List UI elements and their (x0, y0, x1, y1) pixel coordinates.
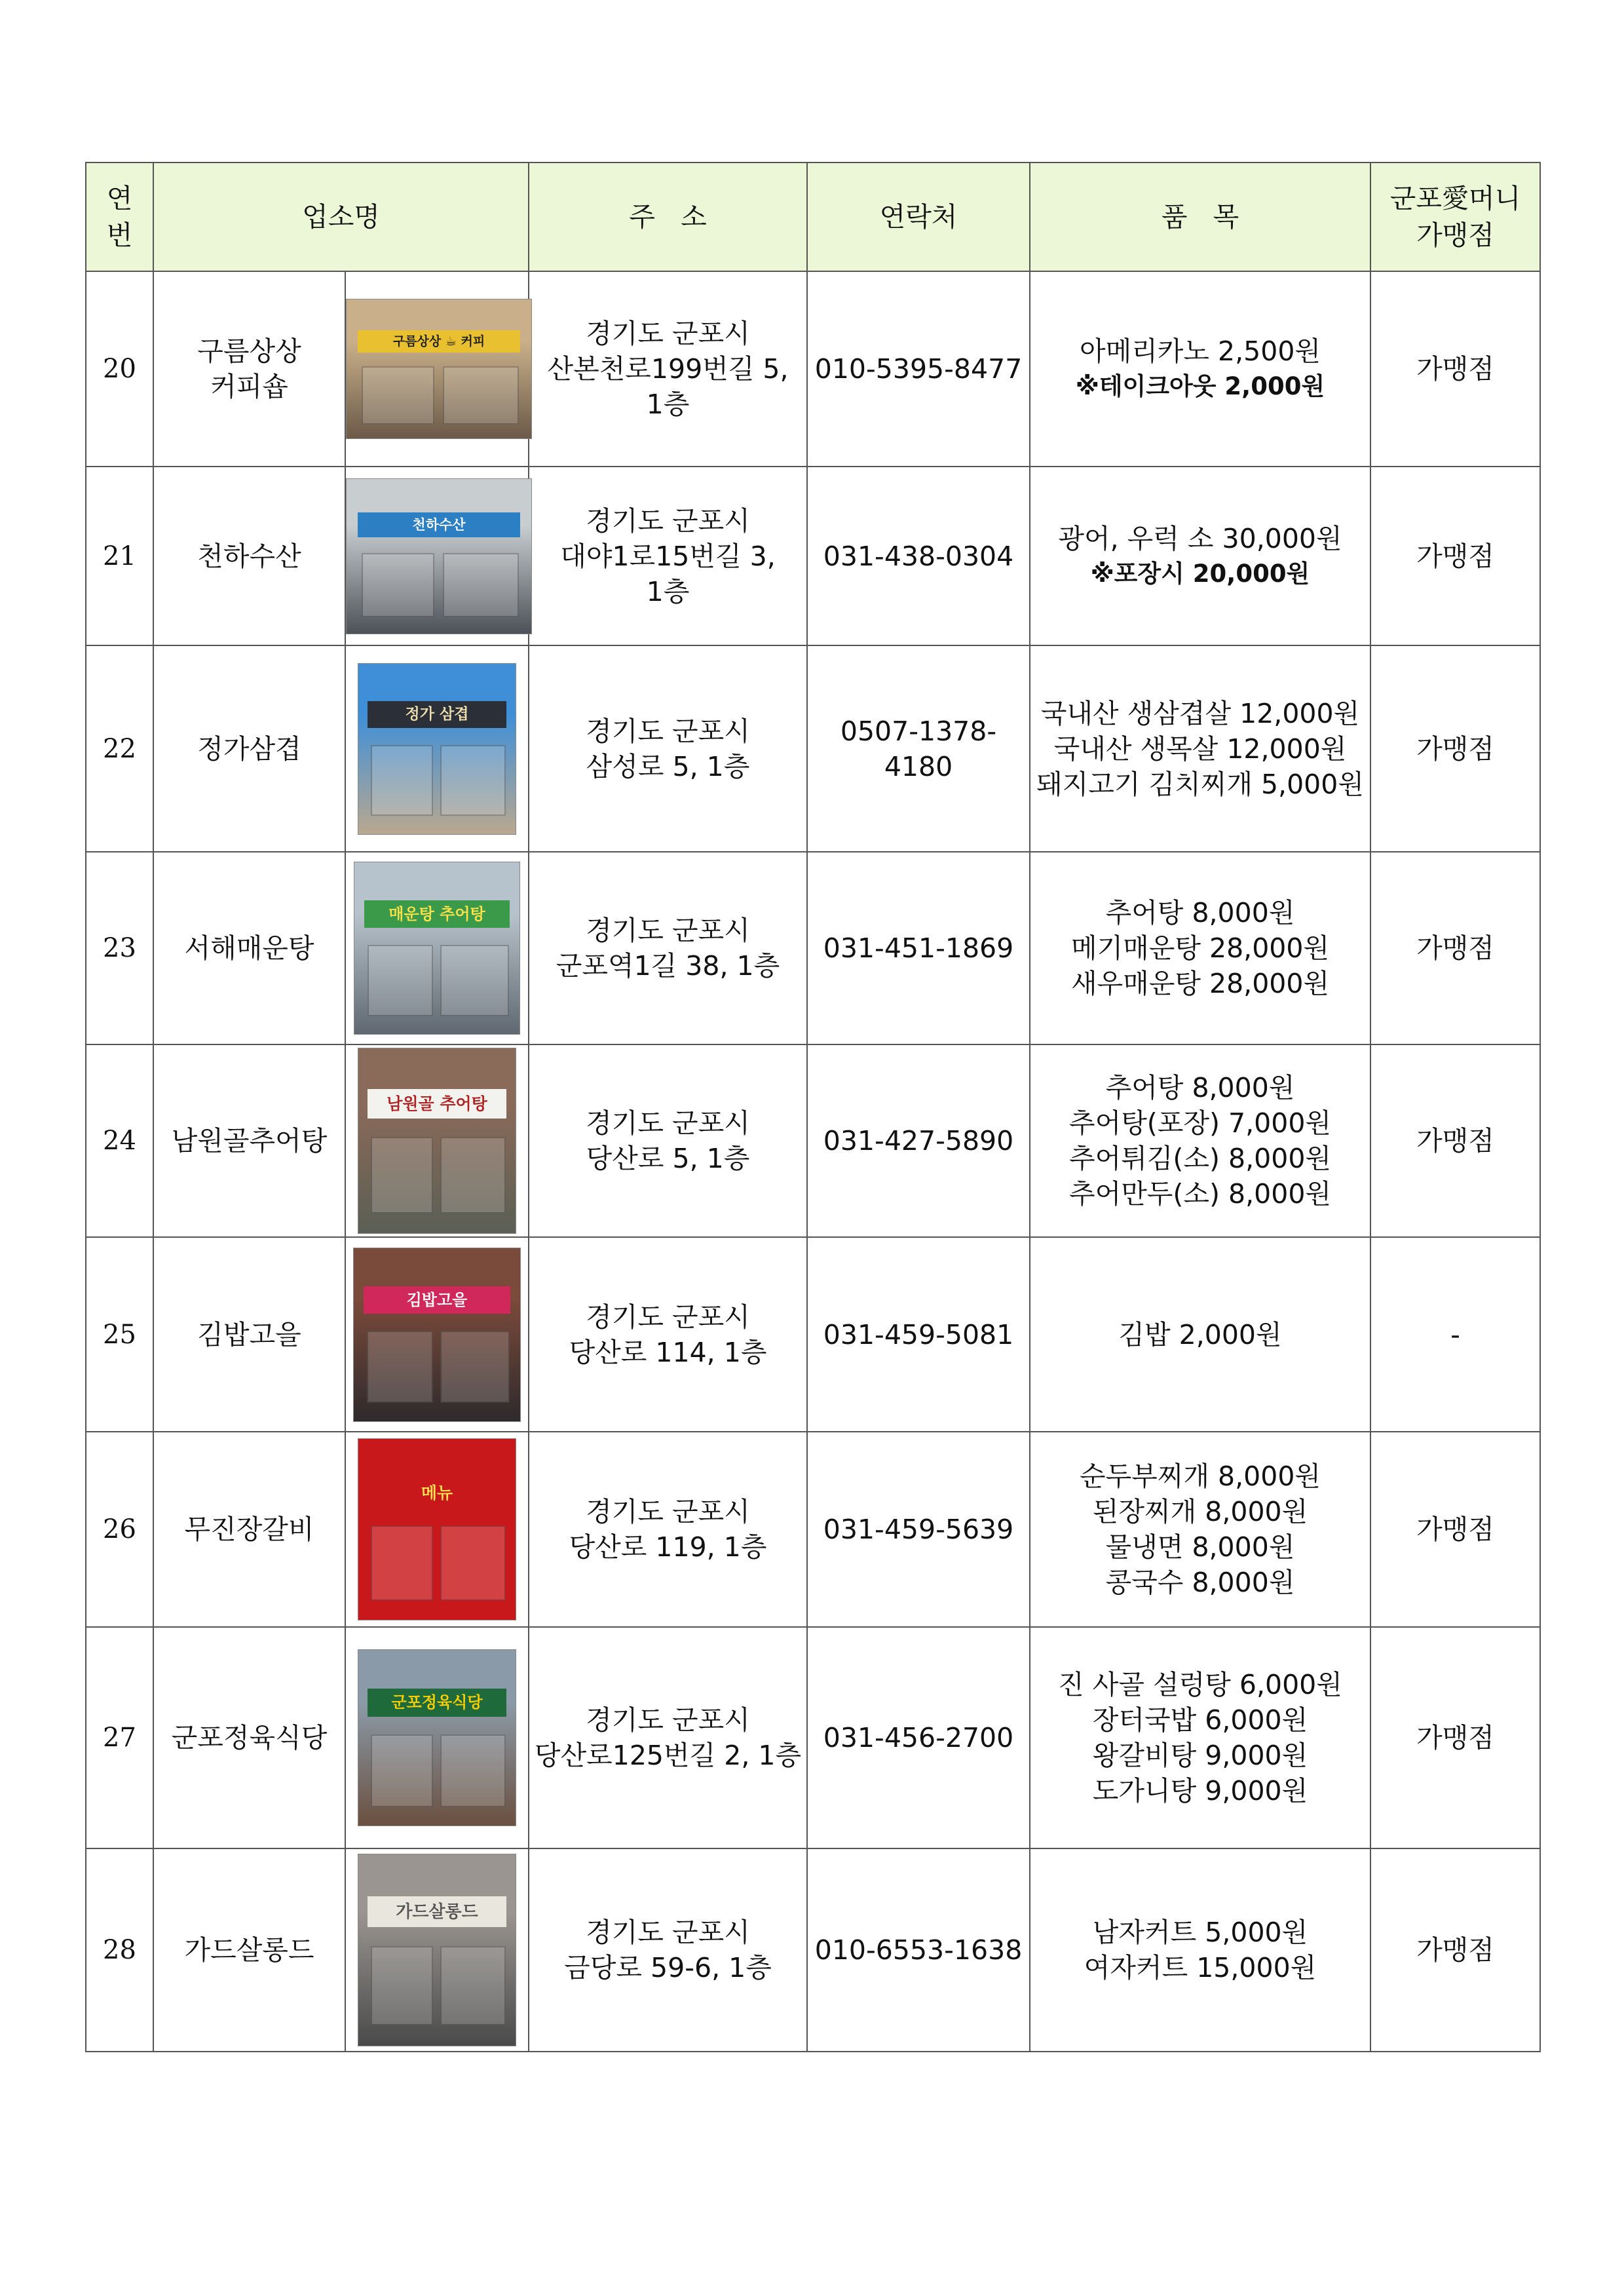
header-address: 주 소 (529, 163, 807, 271)
text-line: 경기도 군포시 (586, 1496, 750, 1527)
text-line: 경기도 군포시 (586, 715, 750, 747)
text-line: 커피숍 (210, 371, 288, 402)
row-number-text: 24 (103, 1126, 136, 1156)
shop-photo-cell (345, 852, 529, 1044)
shop-member (1370, 1237, 1540, 1432)
storefront-window (440, 1734, 506, 1807)
member-status: 가맹점 (1416, 1722, 1494, 1753)
member-status: - (1450, 1318, 1460, 1350)
storefront-window (367, 1331, 433, 1403)
storefront-window (362, 553, 434, 617)
storefront-window (371, 1525, 433, 1600)
shop-sign: 천하수산 (358, 512, 520, 537)
shop-photo-cell (345, 1044, 529, 1237)
row-number-text: 22 (103, 733, 136, 764)
shop-items (1030, 645, 1370, 852)
text-line: 경기도 군포시 (586, 1917, 750, 1948)
text-line: 남원골추어탕 (171, 1125, 328, 1157)
text-line: 장터국밥 6,000원 (1092, 1704, 1308, 1736)
shop-member (1370, 645, 1540, 852)
text-line: 추어튀김(소) 8,000원 (1068, 1143, 1332, 1174)
table-row (86, 1627, 1540, 1848)
text-line: 군포정육식당 (171, 1722, 328, 1753)
shop-phone (807, 271, 1030, 467)
table-row (86, 1848, 1540, 2052)
text-line: 여자커트 15,000원 (1084, 1952, 1317, 1983)
header-no: 연 번 (86, 163, 153, 271)
phone-text: 031-451-1869 (823, 932, 1014, 964)
table-row (86, 645, 1540, 852)
storefront-window (440, 1525, 506, 1600)
shop-sign: 가드살롱드 (368, 1896, 506, 1927)
shop-photo-cell (345, 1848, 529, 2052)
shop-name (153, 467, 345, 645)
text-line: 가드살롱드 (184, 1934, 314, 1966)
phone-text: 010-6553-1638 (814, 1934, 1023, 1966)
shop-name (153, 1432, 345, 1627)
shop-phone (807, 1848, 1030, 2052)
member-status: 가맹점 (1416, 1514, 1494, 1545)
text-line: 메기매운탕 28,000원 (1070, 932, 1330, 964)
text-line: 삼성로 5, 1층 (586, 750, 750, 782)
shop-address (529, 1044, 807, 1237)
shop-phone (807, 467, 1030, 645)
shop-member (1370, 271, 1540, 467)
row-number (86, 1237, 153, 1432)
shop-photo (358, 663, 516, 835)
shop-address (529, 1432, 807, 1627)
shop-photo (358, 1649, 516, 1826)
shop-phone (807, 1432, 1030, 1627)
shop-member (1370, 1044, 1540, 1237)
row-number (86, 852, 153, 1044)
shop-phone (807, 645, 1030, 852)
text-line: 당산로 114, 1층 (569, 1336, 767, 1368)
shop-name (153, 1627, 345, 1848)
member-status: 가맹점 (1416, 353, 1494, 385)
text-line: 도가니탕 9,000원 (1092, 1775, 1308, 1807)
storefront-window (371, 745, 433, 816)
text-line: 구름상상 (197, 335, 301, 367)
storefront-window (371, 1734, 433, 1807)
shop-address (529, 1237, 807, 1432)
row-number-text: 26 (103, 1514, 136, 1544)
text-line: 물냉면 8,000원 (1105, 1531, 1295, 1563)
text-line: 경기도 군포시 (586, 1704, 750, 1736)
table-row (86, 271, 1540, 467)
shop-phone (807, 1044, 1030, 1237)
header-member: 군포愛머니 가맹점 (1370, 163, 1540, 271)
row-number (86, 1044, 153, 1237)
storefront-window (440, 1946, 506, 2025)
shop-items (1030, 467, 1370, 645)
row-number-text: 27 (103, 1723, 136, 1753)
text-line: 추어만두(소) 8,000원 (1068, 1178, 1332, 1210)
row-number (86, 1848, 153, 2052)
shop-name (153, 1848, 345, 2052)
shop-phone (807, 852, 1030, 1044)
shop-phone (807, 1627, 1030, 1848)
text-line: 된장찌개 8,000원 (1092, 1496, 1308, 1527)
shop-member (1370, 1627, 1540, 1848)
text-line: 당산로125번길 2, 1층 (534, 1740, 802, 1771)
shop-items (1030, 1044, 1370, 1237)
text-line: 광어, 우럭 소 30,000원 (1058, 522, 1342, 554)
text-line: 경기도 군포시 (586, 505, 750, 537)
text-line: 왕갈비탕 9,000원 (1092, 1740, 1308, 1771)
header-contact: 연락처 (807, 163, 1030, 271)
member-status: 가맹점 (1416, 1125, 1494, 1157)
text-line: 금당로 59-6, 1층 (564, 1952, 772, 1983)
text-line: 진 사골 설렁탕 6,000원 (1058, 1669, 1342, 1700)
row-number (86, 271, 153, 467)
shop-photo (354, 862, 520, 1035)
text-line: 국내산 생목살 12,000원 (1053, 733, 1347, 765)
shop-address (529, 1627, 807, 1848)
shop-name (153, 1237, 345, 1432)
table-row (86, 852, 1540, 1044)
storefront-window (371, 1137, 433, 1214)
shop-photo (346, 299, 532, 439)
shop-photo-cell (345, 1432, 529, 1627)
storefront-window (368, 945, 433, 1016)
text-line: 경기도 군포시 (586, 1301, 750, 1333)
shop-name (153, 645, 345, 852)
shop-photo (358, 1438, 516, 1620)
text-line: 천하수산 (197, 540, 301, 572)
shop-phone (807, 1237, 1030, 1432)
shop-photo-cell (345, 467, 529, 645)
shop-name (153, 852, 345, 1044)
shop-name (153, 1044, 345, 1237)
text-line: 군포역1길 38, 1층 (556, 950, 780, 982)
text-line: 아메리카노 2,500원 (1079, 335, 1321, 367)
phone-text: 031-438-0304 (823, 540, 1014, 572)
text-line: 1층 (646, 575, 690, 607)
phone-text: 031-459-5639 (823, 1514, 1014, 1545)
shop-sign: 메뉴 (368, 1479, 506, 1508)
member-status: 가맹점 (1416, 1934, 1494, 1966)
storefront-window (440, 945, 509, 1016)
shop-member (1370, 467, 1540, 645)
header-name: 업소명 (153, 163, 529, 271)
text-line: 대야1로15번길 3, (560, 540, 776, 572)
shop-name (153, 271, 345, 467)
row-number-text: 23 (103, 933, 136, 963)
text-line: 남자커트 5,000원 (1092, 1917, 1308, 1948)
shop-sign: 정가 삼겹 (368, 701, 506, 729)
row-number-text: 28 (103, 1935, 136, 1965)
shop-member (1370, 1848, 1540, 2052)
text-line: 경기도 군포시 (586, 1107, 750, 1139)
phone-text: 031-456-2700 (823, 1722, 1014, 1753)
header-row (86, 163, 1540, 271)
storefront-window (362, 366, 434, 425)
text-line: ※포장시 20,000원 (1090, 559, 1310, 588)
text-line: 경기도 군포시 (586, 915, 750, 946)
shop-photo (358, 1048, 516, 1234)
shop-photo-cell (345, 645, 529, 852)
row-number-text: 21 (103, 541, 136, 571)
shop-address (529, 852, 807, 1044)
text-line: ※테이크아웃 2,000원 (1075, 372, 1325, 400)
text-line: 김밥고을 (197, 1318, 301, 1350)
shop-sign: 군포정육식당 (368, 1689, 506, 1717)
text-line: 정가삼겹 (197, 733, 301, 765)
storefront-window (440, 1137, 506, 1214)
text-line: 서해매운탕 (184, 932, 314, 964)
table-row (86, 467, 1540, 645)
text-line: 추어탕 8,000원 (1105, 897, 1295, 928)
table-row (86, 1044, 1540, 1237)
shop-photo-cell (345, 271, 529, 467)
text-line: 김밥 2,000원 (1118, 1318, 1282, 1350)
shop-table (85, 162, 1541, 2052)
shop-address (529, 467, 807, 645)
storefront-window (371, 1946, 433, 2025)
row-number (86, 1627, 153, 1848)
text-line: 당산로 5, 1층 (586, 1143, 750, 1174)
shop-items (1030, 852, 1370, 1044)
table-row (86, 1237, 1540, 1432)
member-status: 가맹점 (1416, 733, 1494, 765)
row-number-text: 25 (103, 1319, 136, 1350)
text-line: 새우매운탕 28,000원 (1070, 968, 1330, 999)
text-line: 1층 (646, 389, 690, 420)
member-status: 가맹점 (1416, 932, 1494, 964)
row-number (86, 645, 153, 852)
shop-sign: 김밥고을 (364, 1286, 510, 1314)
shop-member (1370, 1432, 1540, 1627)
text-line: 경기도 군포시 (586, 318, 750, 349)
shop-sign: 매운탕 추어탕 (364, 900, 510, 928)
storefront-window (440, 745, 506, 816)
storefront-window (443, 366, 519, 425)
shop-photo-cell (345, 1627, 529, 1848)
text-line: 돼지고기 김치찌개 5,000원 (1036, 768, 1364, 800)
shop-items (1030, 1237, 1370, 1432)
storefront-window (443, 553, 519, 617)
phone-text: 031-427-5890 (823, 1125, 1014, 1157)
text-line: 순두부찌개 8,000원 (1079, 1461, 1321, 1492)
shop-items (1030, 1848, 1370, 2052)
shop-address (529, 1848, 807, 2052)
member-status: 가맹점 (1416, 540, 1494, 572)
shop-address (529, 271, 807, 467)
shop-member (1370, 852, 1540, 1044)
text-line: 무진장갈비 (184, 1514, 314, 1545)
table-row (86, 1432, 1540, 1627)
shop-photo (353, 1248, 521, 1422)
shop-address (529, 645, 807, 852)
text-line: 당산로 119, 1층 (569, 1531, 767, 1563)
shop-items (1030, 1432, 1370, 1627)
storefront-window (440, 1331, 510, 1403)
shop-sign: 구름상상 ☕ 커피 (358, 330, 520, 353)
text-line: 국내산 생삼겹살 12,000원 (1040, 697, 1360, 729)
phone-text: 0507-1378-4180 (840, 715, 997, 782)
phone-text: 031-459-5081 (823, 1318, 1014, 1350)
shop-photo-cell (345, 1237, 529, 1432)
shop-photo (358, 1854, 516, 2046)
shop-items (1030, 1627, 1370, 1848)
row-number-text: 20 (103, 354, 136, 384)
phone-text: 010-5395-8477 (814, 353, 1023, 385)
header-items: 품 목 (1030, 163, 1370, 271)
text-line: 추어탕(포장) 7,000원 (1068, 1107, 1332, 1139)
shop-sign: 남원골 추어탕 (368, 1089, 506, 1119)
row-number (86, 467, 153, 645)
shop-photo (346, 478, 532, 634)
shop-items (1030, 271, 1370, 467)
row-number (86, 1432, 153, 1627)
text-line: 콩국수 8,000원 (1105, 1567, 1295, 1598)
text-line: 산본천로199번길 5, (547, 353, 789, 385)
text-line: 추어탕 8,000원 (1105, 1072, 1295, 1103)
